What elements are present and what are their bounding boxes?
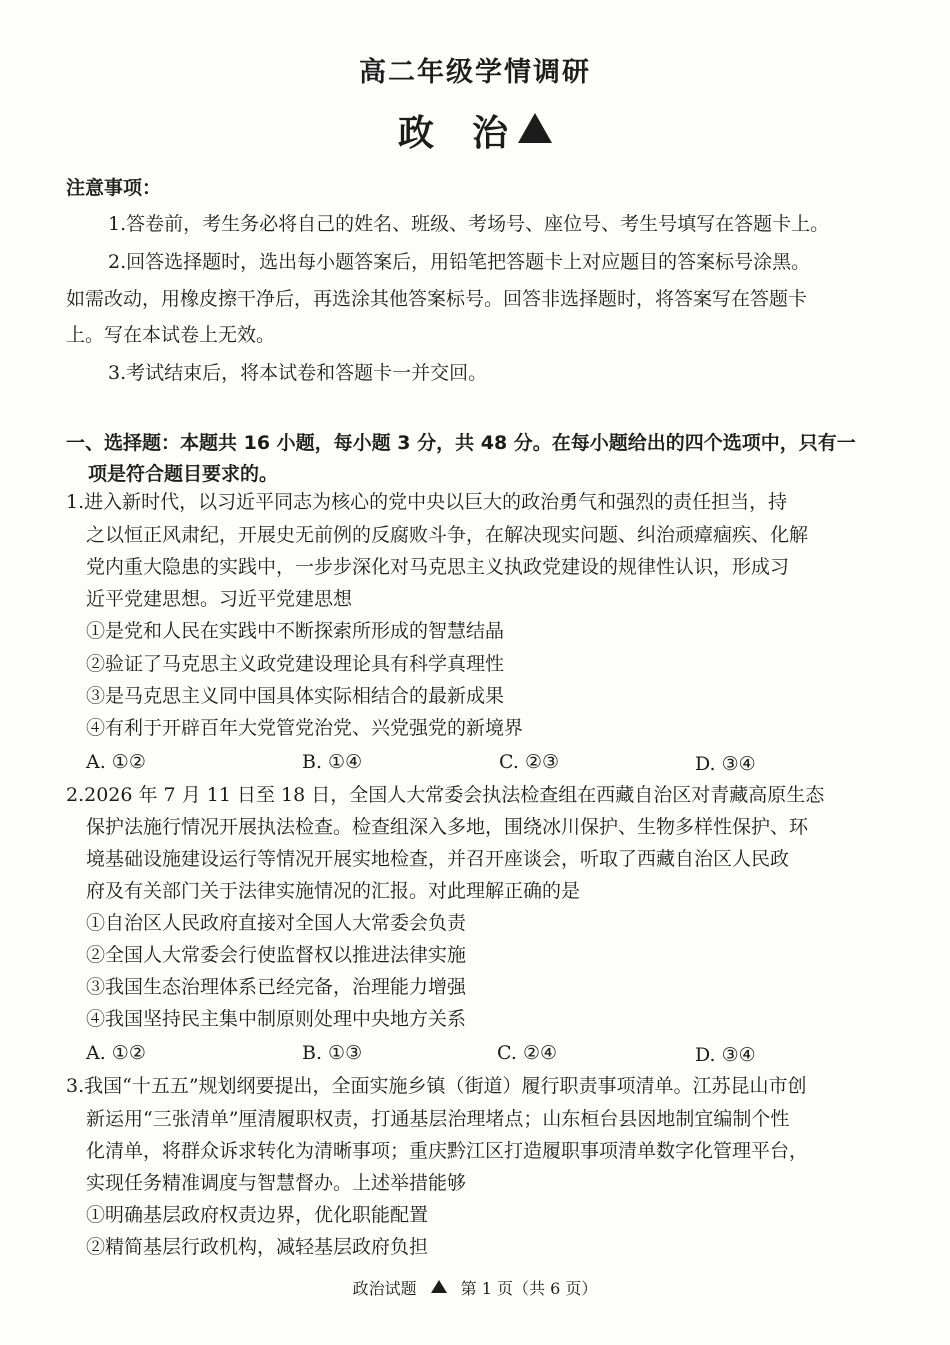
question-3-item: ②精简基层行政机构，减轻基层政府负担 [86,1236,429,1258]
question-1-item: ④有利于开辟百年大党管党治党、兴党强党的新境界 [86,717,524,739]
question-3-stem: 新运用“三张清单”厘清履职权责，打通基层治理堵点；山东桓台县因地制宜编制个性 [86,1108,790,1130]
notice-line: 如需改动，用橡皮擦干净后，再选涂其他答案标号。回答非选择题时，将答案写在答题卡 [66,288,808,310]
triangle-icon [431,1280,447,1293]
question-3-stem: 化清单，将群众诉求转化为清晰事项；重庆黔江区打造履职事项清单数字化管理平台， [86,1140,809,1162]
notice-line: 2.回答选择题时，选出每小题答案后，用铅笔把答题卡上对应题目的答案标号涂黑。 [108,251,811,273]
question-1-option-a: A. ①② [86,751,146,773]
question-3-item: ①明确基层政府权责边界，优化职能配置 [86,1204,429,1226]
question-2-item: ③我国生态治理体系已经完备，治理能力增强 [86,976,467,998]
question-2-option-c: C. ②④ [497,1042,558,1064]
question-1-option-b: B. ①④ [302,751,363,773]
notice-line: 1.答卷前，考生务必将自己的姓名、班级、考场号、座位号、考生号填写在答题卡上。 [108,213,830,235]
question-1-item: ②验证了马克思主义政党建设理论具有科学真理性 [86,653,505,675]
question-1-stem: 之以恒正风肃纪，开展史无前例的反腐败斗争，在解决现实问题、纠治顽瘴痼疾、化解 [86,524,809,546]
notice-line: 3.考试结束后，将本试卷和答题卡一并交回。 [108,362,488,384]
notice-line: 上。写在本试卷上无效。 [66,324,276,346]
question-1-item: ①是党和人民在实践中不断探索所形成的智慧结晶 [86,620,505,642]
question-2-stem: 府及有关部门关于法律实施情况的汇报。对此理解正确的是 [86,880,581,902]
question-2-option-d: D. ③④ [695,1044,756,1066]
question-2-item: ②全国人大常委会行使监督权以推进法律实施 [86,944,467,966]
question-2-option-a: A. ①② [86,1042,146,1064]
question-2-stem: 保护法施行情况开展执法检查。检查组深入多地，围绕冰川保护、生物多样性保护、环 [86,816,809,838]
question-1-item: ③是马克思主义同中国具体实际相结合的最新成果 [86,685,505,707]
section-heading-cont: 项是符合题目要求的。 [88,463,279,485]
question-2-item: ④我国坚持民主集中制原则处理中央地方关系 [86,1008,467,1030]
footer-page-number: 第 1 页（共 6 页） [460,1279,598,1298]
question-1-stem: 党内重大隐患的实践中，一步步深化对马克思主义执政党建设的规律性认识，形成习 [86,556,790,578]
exam-title: 高二年级学情调研 [359,57,591,88]
subject-char-2: 治 [472,113,509,154]
triangle-icon [518,113,552,143]
question-3-stem: 实现任务精准调度与智慧督办。上述举措能够 [86,1172,467,1194]
question-2-stem: 2.2026 年 7 月 11 日至 18 日，全国人大常委会执法检查组在西藏自治区对青藏高原生态 [66,784,825,806]
subject-char-1: 政 [397,113,434,154]
question-1-option-d: D. ③④ [695,753,756,775]
question-3-stem: 3.我国“十五五”规划纲要提出，全面实施乡镇（街道）履行职责事项清单。江苏昆山市创 [66,1075,807,1097]
question-1-stem: 近平党建思想。习近平党建思想 [86,588,353,610]
notice-heading: 注意事项： [66,177,162,199]
subject-title [0,105,950,156]
question-2-option-b: B. ①③ [302,1042,363,1064]
question-1-stem: 1.进入新时代，以习近平同志为核心的党中央以巨大的政治勇气和强烈的责任担当，持 [66,491,788,513]
question-2-item: ①自治区人民政府直接对全国人大常委会负责 [86,912,467,934]
page-footer [0,1276,950,1299]
question-2-stem: 境基础设施建设运行等情况开展实地检查，并召开座谈会，听取了西藏自治区人民政 [86,848,790,870]
question-1-option-c: C. ②③ [499,751,560,773]
section-heading: 一、选择题：本题共 16 小题，每小题 3 分，共 48 分。在每小题给出的四个选项中，只有一 [66,432,856,454]
footer-subject: 政治试题 [352,1279,417,1298]
